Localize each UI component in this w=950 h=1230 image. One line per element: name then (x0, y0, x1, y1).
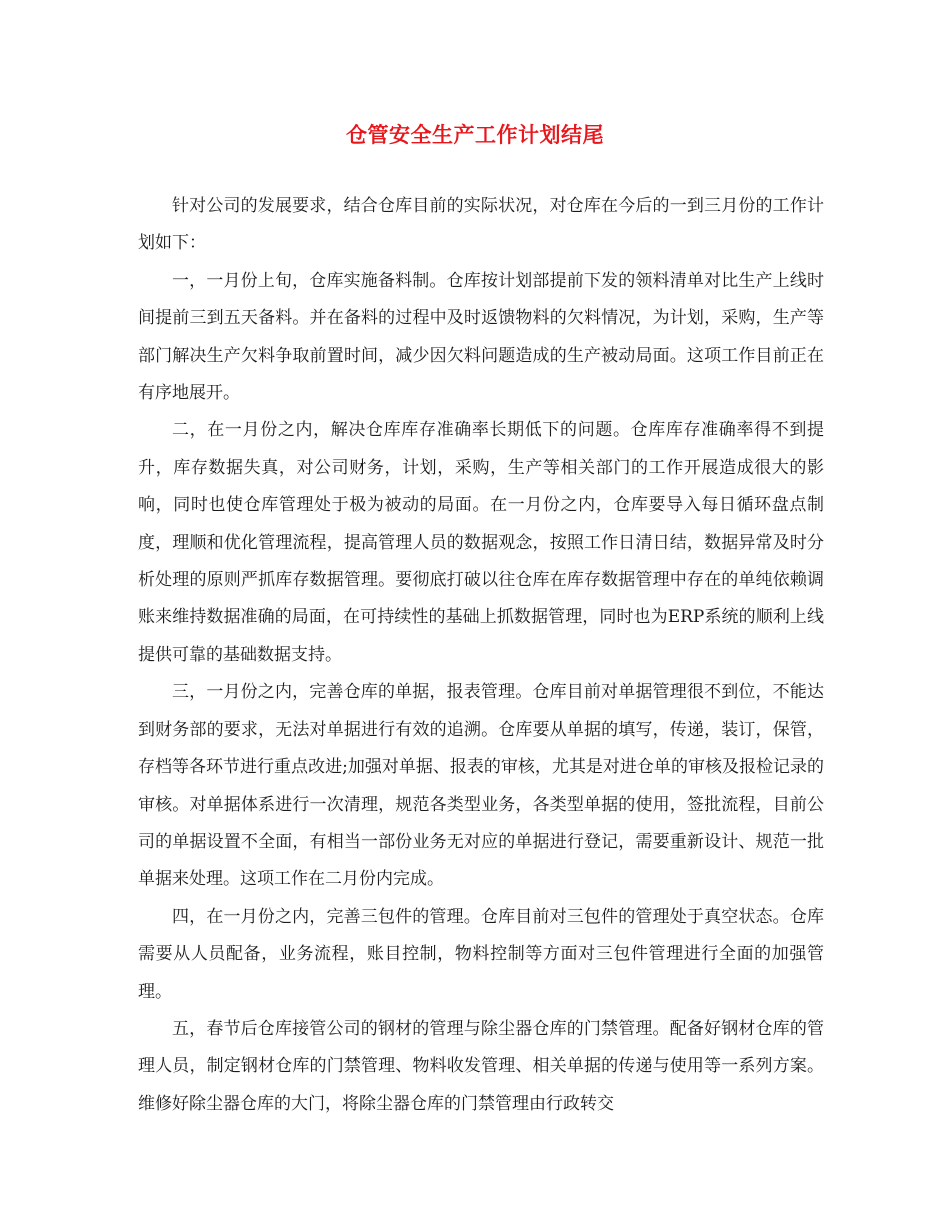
paragraph-intro: 针对公司的发展要求，结合仓库目前的实际状况，对仓库在今后的一到三月份的工作计划如下： (138, 196, 824, 254)
paragraph-item-1: 一，一月份上旬，仓库实施备料制。仓库按计划部提前下发的领料清单对比生产上线时间提前三到五天备料。并在备料的过程中及时返馈物料的欠料情况，为计划，采购，生产等部门解决生产欠料争取前置时间，减少因欠料问题造成的生产被动局面。这项工作目前正在有序地展开。 (138, 270, 824, 404)
document-title: 仓管安全生产工作计划结尾 (346, 122, 604, 147)
paragraph-item-4: 四，在一月份之内，完善三包件的管理。仓库目前对三包件的管理处于真空状态。仓库需要从人员配备，业务流程，账目控制，物料控制等方面对三包件管理进行全面的加强管理。 (138, 906, 824, 1002)
paragraph-item-5: 五，春节后仓库接管公司的钢材的管理与除尘器仓库的门禁管理。配备好钢材仓库的管理人员，制定钢材仓库的门禁管理、物料收发管理、相关单据的传递与使用等一系列方案。维修好除尘器仓库的大门，将除尘器仓库的门禁管理由行政转交 (138, 1018, 824, 1114)
document-body (138, 188, 824, 1123)
paragraph-item-2: 二，在一月份之内，解决仓库库存准确率长期低下的问题。仓库库存准确率得不到提升，库存数据失真，对公司财务，计划，采购，生产等相关部门的工作开展造成很大的影响，同时也使仓库管理处于极为被动的局面。在一月份之内，仓库要导入每日循环盘点制度，理顺和优化管理流程，提高管理人员的数据观念，按照工作日清日结，数据异常及时分析处理的原则严抓库存数据管理。要彻底打破以往仓库在库存数据管理中存在的单纯依赖调账来维持数据准确的局面，在可持续性的基础上抓数据管理，同时也为ERP系统的顺利上线提供可靠的基础数据支持。 (138, 420, 824, 665)
paragraph-item-3: 三，一月份之内，完善仓库的单据，报表管理。仓库目前对单据管理很不到位，不能达到财务部的要求，无法对单据进行有效的追溯。仓库要从单据的填写，传递，装订，保管，存档等各环节进行重点改进;加强对单据、报表的审核，尤其是对进仓单的审核及报检记录的审核。对单据体系进行一次清理，规范各类型业务，各类型单据的使用，签批流程，目前公司的单据设置不全面，有相当一部份业务无对应的单据进行登记，需要重新设计、规范一批单据来处理。这项工作在二月份内完成。 (138, 682, 824, 890)
